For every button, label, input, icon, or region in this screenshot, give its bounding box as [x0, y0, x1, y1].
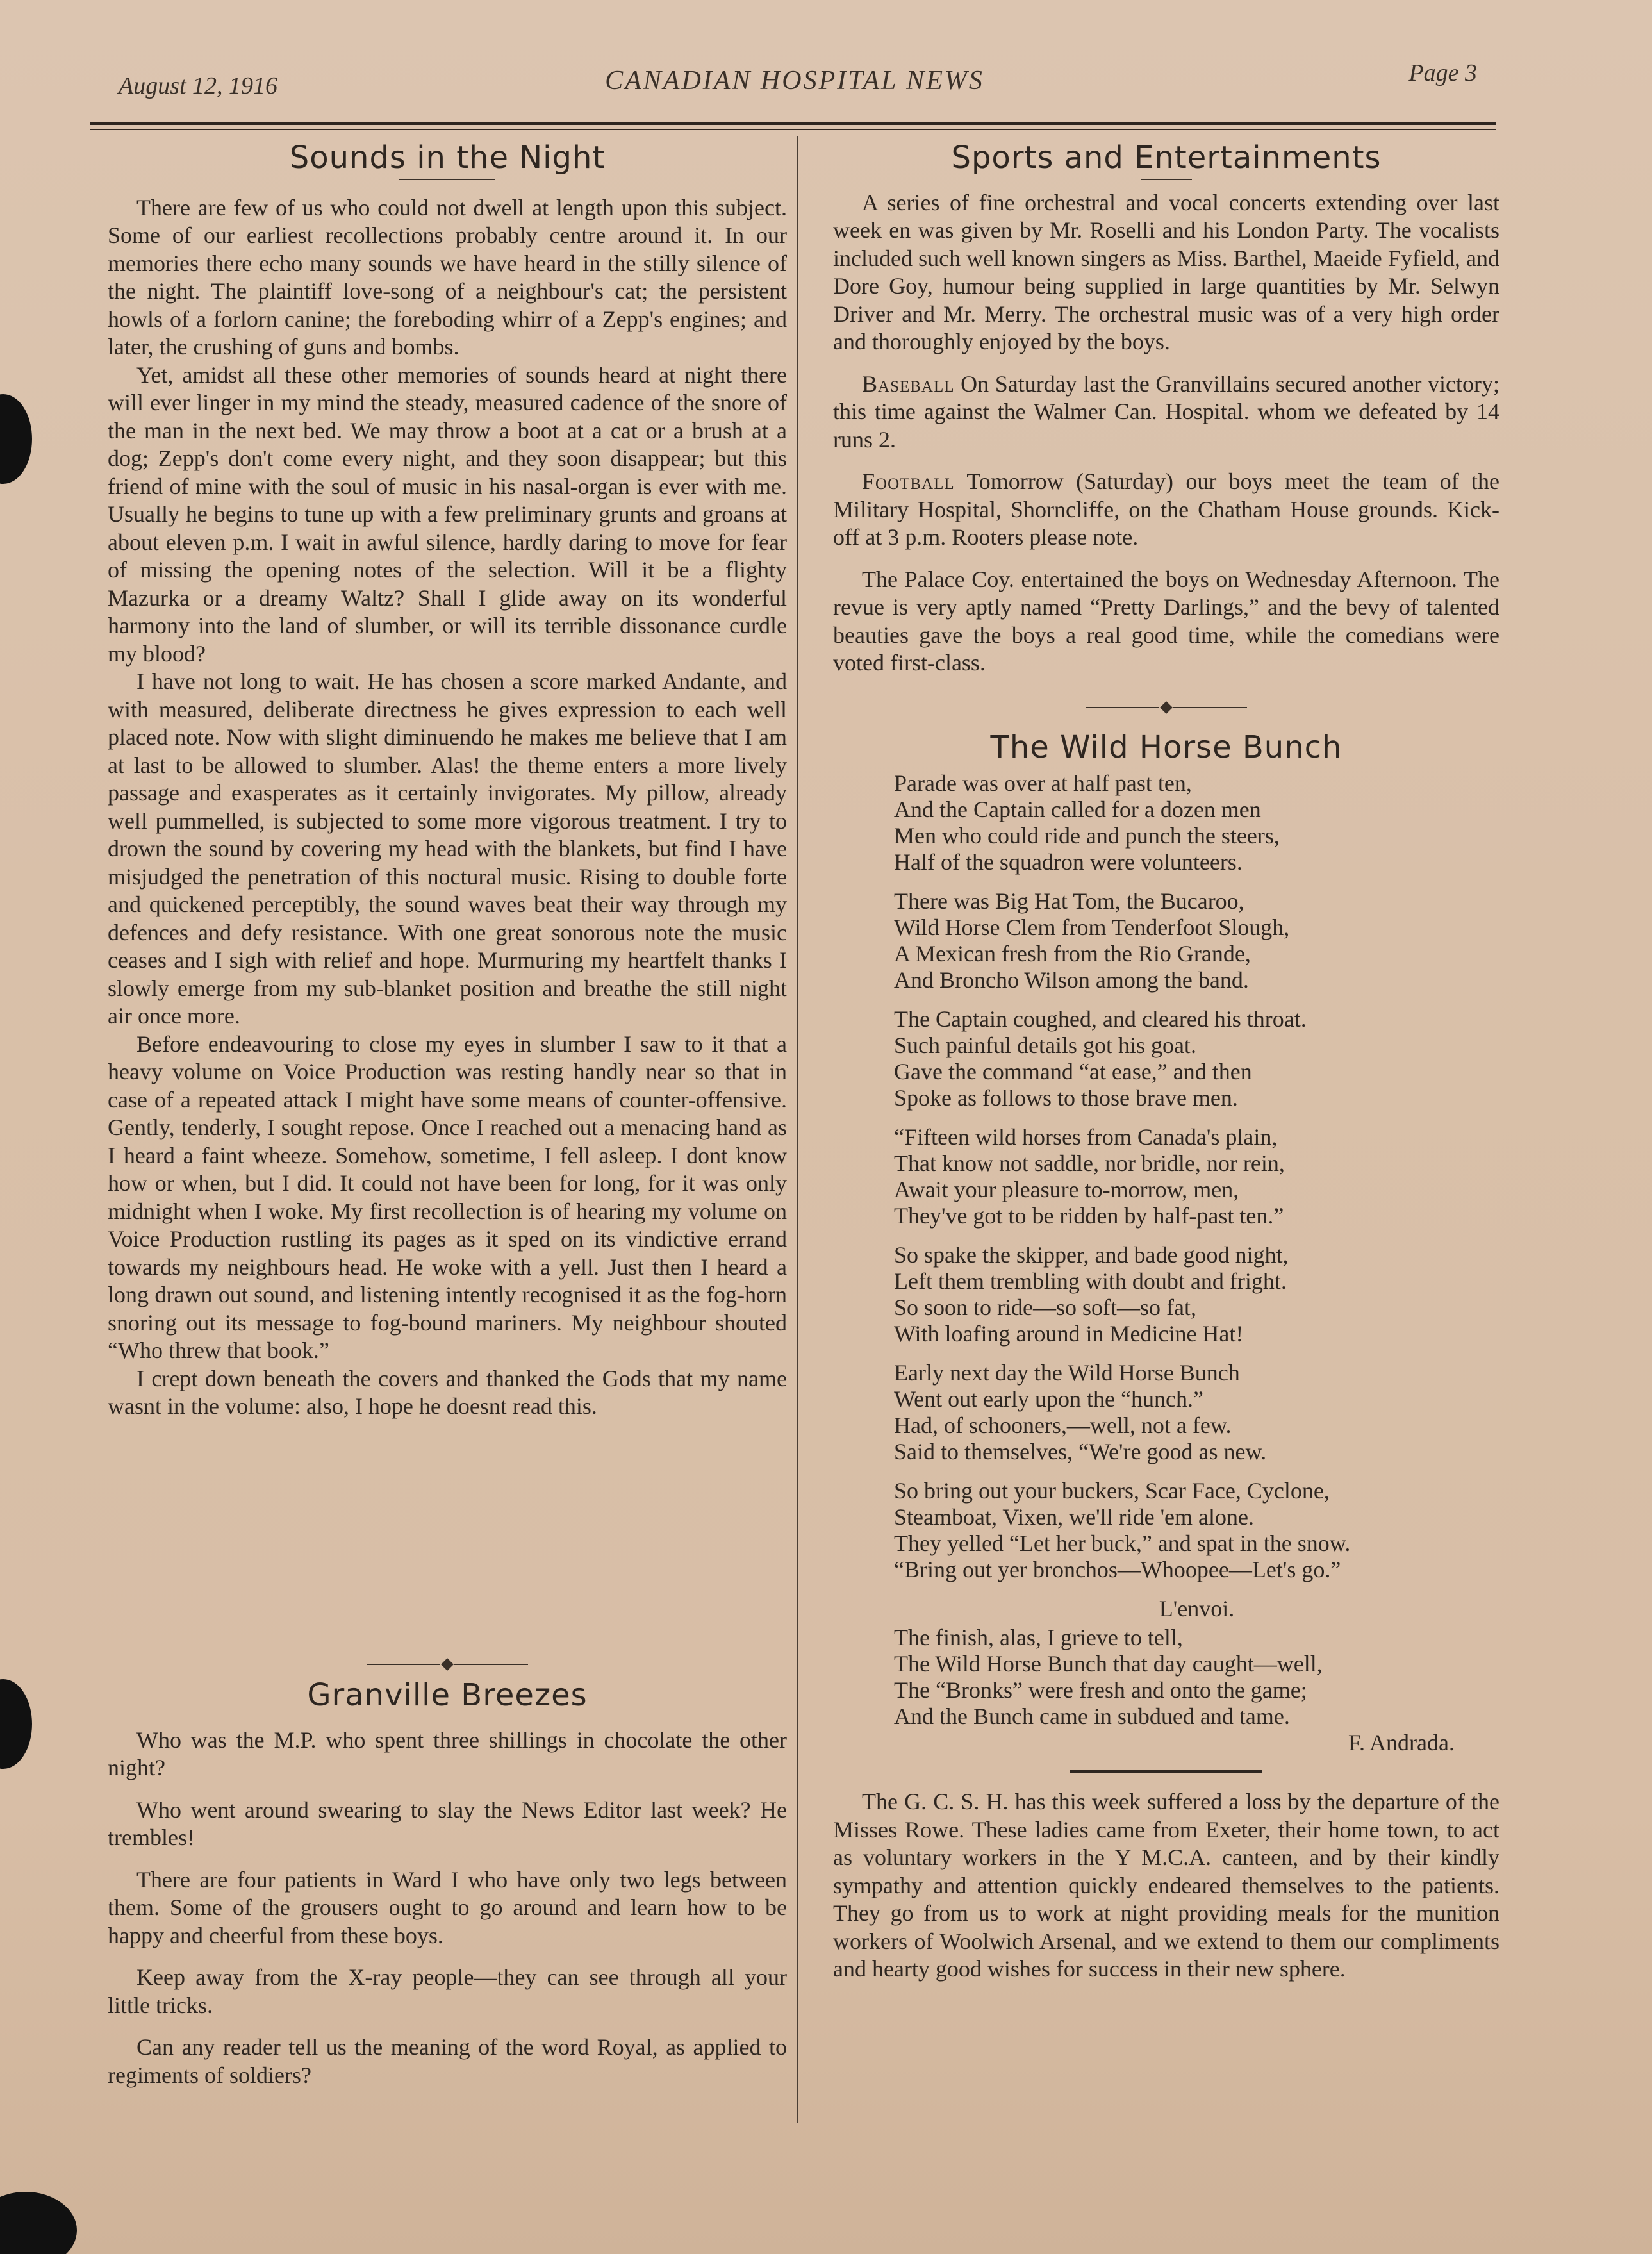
envoi-title: L'envoi. — [1159, 1596, 1235, 1621]
poem-line: There was Big Hat Tom, the Bucaroo, — [894, 888, 1244, 914]
poem — [833, 770, 1499, 1756]
poem-line: They've got to be ridden by half-past ten.” — [894, 1203, 1284, 1229]
masthead: CANADIAN HOSPITAL NEWS — [605, 66, 984, 95]
article-paragraph: Before endeavouring to close my eyes in slumber I saw to it that a heavy volume on Voice Production was resting handly near so that in case of a repeated attack I might have some means of counter-offensive. Gently, tenderly, I sought repose. Once I reached out a menacing hand as I heard a faint wheeze. Somehow, sometime, I fell asleep. I dont know how or when, but I did. It could not have been for long, for it was only midnight when I woke. My first recollection is of hearing my volume on Voice Production rustling its pages as it sped on its vindictive errand towards my neighbours head. He woke with a yell. Just then I heard a long drawn out sound, and listening intently recognised it as the fog-horn snoring out its message to fog-bound mariners. My neighbour shouted “Who threw that book.” — [108, 1031, 787, 1363]
page-header — [93, 59, 1496, 104]
baseball-label: Baseball — [862, 370, 955, 397]
binding-hole — [0, 2192, 77, 2254]
breeze-item: Who went around swearing to slay the News Editor last week? He trembles! — [108, 1796, 787, 1850]
breeze-item: Can any reader tell us the meaning of the word Royal, as applied to regiments of soldiers? — [108, 2034, 787, 2088]
granville-breezes — [108, 1660, 787, 2103]
poem-stanza — [894, 1124, 1499, 1229]
poem-stanza — [894, 888, 1499, 993]
poem-line: So spake the skipper, and bade good night, — [894, 1242, 1289, 1268]
poem-title: The Wild Horse Bunch — [990, 729, 1342, 765]
poem-stanza — [894, 770, 1499, 875]
poem-line: Men who could ride and punch the steers, — [894, 823, 1280, 849]
ornament-divider — [108, 1660, 787, 1669]
poem-line: Spoke as follows to those brave men. — [894, 1085, 1238, 1111]
binding-hole — [0, 1679, 32, 1769]
poem-line: Await your pleasure to-morrow, men, — [894, 1177, 1239, 1202]
article-paragraph: I have not long to wait. He has chosen a score marked Andante, and with measured, deliberate directness he gives expression to each well placed note. Now with slight diminuendo he makes me believe that I am at last to be allowed to slumber. Alas! the theme enters a more lively passage and exasperates as it certainly invigorates. My pillow, already well pummelled, is subjected to some more vigorous treatment. I try to drown the sound by covering my head with the blankets, but find I have misjudged the penetration of this noctural music. Rising to double forte and quickened perceptibly, the sound waves beat their way through my defences and defy resistance. With one great sonorous note the music ceases and I sigh with relief and hope. Murmuring my heartfelt thanks I slowly emerge from my sub-blanket position and breathe the still night air once more. — [108, 668, 787, 1029]
poem-line: “Bring out yer bronchos—Whoopee—Let's go.” — [894, 1557, 1341, 1582]
poem-stanza — [894, 1360, 1499, 1465]
poem-line: A Mexican fresh from the Rio Grande, — [894, 941, 1251, 966]
sports-paragraph: A series of fine orchestral and vocal concerts extending over last week en was given by Mr. Roselli and his London Party. The vocalists included such well known singers as Miss. Barthel, Maeide Fyfield, and Dore Goy, humour being supplied in large quantities by Mr. Selwyn Driver and Mr. Merry. The orchestral music was of a very high order and thoroughly enjoyed by the boys. — [833, 189, 1499, 354]
football-paragraph: Football Tomorrow (Saturday) our boys meet the team of the Military Hospital, Shorncliffe, on the Chatham House grounds. Kick-off at 3 p.m. Rooters please note. — [833, 468, 1499, 550]
poem-author: F. Andrada. — [1348, 1730, 1455, 1755]
poem-line: And the Captain called for a dozen men — [894, 797, 1261, 822]
poem-line: So soon to ride—so soft—so fat, — [894, 1295, 1196, 1320]
poem-line: And Broncho Wilson among the band. — [894, 967, 1249, 993]
poem-line: The Captain coughed, and cleared his throat. — [894, 1006, 1307, 1032]
ornament-divider — [833, 703, 1499, 712]
poem-line: And the Bunch came in subdued and tame. — [894, 1703, 1290, 1729]
column-divider — [797, 136, 798, 2123]
poem-stanza — [894, 1242, 1499, 1347]
notice-paragraph: The G. C. S. H. has this week suffered a loss by the departure of the Misses Rowe. These ladies came from Exeter, their home town, to act as voluntary workers in the Y M.C.A. canteen, and by their kindly sympathy and attention quickly endeared themselves to the patients. They go from us to work at night providing meals for the munition workers of Woolwich Arsenal, and we extend to them our compliments and hearty good wishes for success in their new sphere. — [833, 1789, 1499, 1982]
poem-line: The “Bronks” were fresh and onto the game; — [894, 1677, 1307, 1703]
issue-date: August 12, 1916 — [119, 72, 278, 99]
poem-line: With loafing around in Medicine Hat! — [894, 1321, 1244, 1347]
poem-line: That know not saddle, nor bridle, nor rein, — [894, 1150, 1285, 1176]
poem-stanza — [894, 1478, 1499, 1583]
football-label: Football — [862, 468, 955, 494]
binding-hole — [0, 394, 32, 484]
poem-line: The finish, alas, I grieve to tell, — [894, 1625, 1183, 1650]
page-number: Page 3 — [1408, 60, 1477, 87]
poem-line: Wild Horse Clem from Tenderfoot Slough, — [894, 915, 1290, 940]
article-paragraph: Yet, amidst all these other memories of sounds heard at night there will ever linger in my mind the steady, measured cadence of the snore of the man in the next bed. We may throw a boot at a cat or a brush at a dog; Zepp's don't come every night, and they soon disappear; but this friend of mine with the soul of music in his nasal-organ is ever with me. Usually he begins to tune up with a few preliminary grunts and groans at about eleven p.m. I wait in awful silence, hardly daring to move for fear of missing the opening notes of the selection. Will it be a flighty Mazurka or a dreamy Waltz? Shall I glide away on its wonderful harmony into the land of slumber, or will its terrible dissonance curdle my blood? — [108, 361, 787, 667]
poem-line: “Fifteen wild horses from Canada's plain, — [894, 1124, 1278, 1150]
breeze-item: Who was the M.P. who spent three shillings in chocolate the other night? — [108, 1727, 787, 1780]
header-rule-thin — [90, 129, 1496, 130]
breeze-item: Keep away from the X-ray people—they can see through all your little tricks. — [108, 1964, 787, 2018]
poem-line: Early next day the Wild Horse Bunch — [894, 1360, 1240, 1386]
section-title: Granville Breezes — [307, 1677, 588, 1713]
poem-line: Such painful details got his goat. — [894, 1032, 1196, 1058]
breeze-item: There are four patients in Ward I who have only two legs between them. Some of the grousers ought to go around and learn how to be happy and cheerful from these boys. — [108, 1866, 787, 1948]
article-title: Sounds in the Night — [289, 140, 606, 176]
section-title: Sports and Entertainments — [951, 140, 1382, 176]
poem-line: Parade was over at half past ten, — [894, 770, 1192, 796]
baseball-paragraph: Baseball On Saturday last the Granvillains secured another victory; this time against the Walmer Can. Hospital. whom we defeated by 14 runs 2. — [833, 370, 1499, 452]
poem-line: Went out early upon the “hunch.” — [894, 1386, 1203, 1412]
left-column — [108, 140, 787, 1421]
right-column — [833, 140, 1499, 1984]
header-rule — [90, 122, 1496, 125]
article-paragraph: I crept down beneath the covers and thanked the Gods that my name wasnt in the volume: also, I hope he doesnt read this. — [108, 1365, 787, 1419]
poem-line: They yelled “Let her buck,” and spat in the snow. — [894, 1530, 1351, 1556]
envoi-stanza — [894, 1625, 1499, 1730]
poem-line: Gave the command “at ease,” and then — [894, 1059, 1252, 1084]
poem-line: Had, of schooners,—well, not a few. — [894, 1413, 1232, 1438]
poem-line: Left them trembling with doubt and fright. — [894, 1268, 1287, 1294]
poem-line: Said to themselves, “We're good as new. — [894, 1439, 1267, 1464]
sports-paragraph: The Palace Coy. entertained the boys on Wednesday Afternoon. The revue is very aptly named “Pretty Darlings,” and the bevy of talented beauties gave the boys a real good time, while the comedians were voted first-class. — [833, 566, 1499, 675]
article-paragraph: There are few of us who could not dwell at length upon this subject. Some of our earliest recollections probably centre around it. In our memories there echo many sounds we have heard in the stilly silence of the night. The plaintiff love-song of a neighbour's cat; the persistent howls of a forlorn canine; the foreboding whirr of a Zepp's engines; and later, the crushing of guns and bombs. — [108, 194, 787, 360]
poem-line: Half of the squadron were volunteers. — [894, 849, 1243, 875]
poem-stanza — [894, 1006, 1499, 1111]
poem-line: The Wild Horse Bunch that day caught—well, — [894, 1651, 1323, 1677]
poem-line: Steamboat, Vixen, we'll ride 'em alone. — [894, 1504, 1254, 1530]
poem-line: So bring out your buckers, Scar Face, Cyclone, — [894, 1478, 1330, 1504]
